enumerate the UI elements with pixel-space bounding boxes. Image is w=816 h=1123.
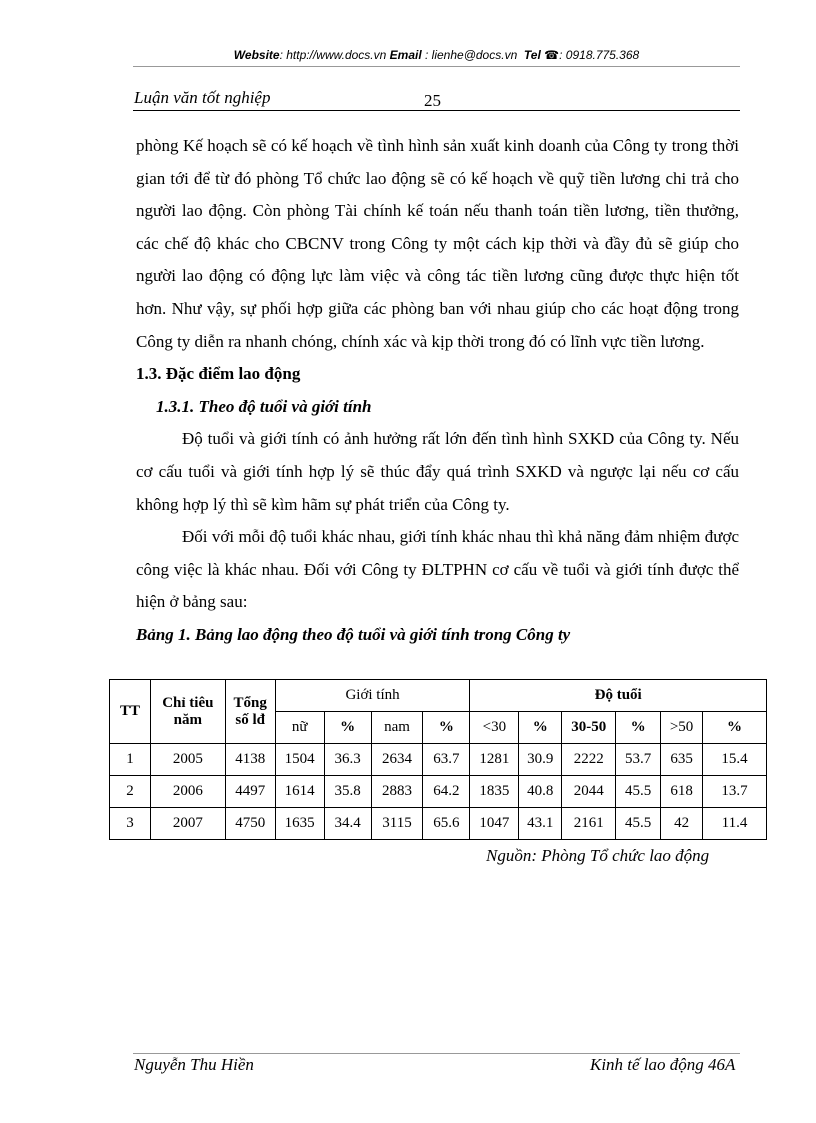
table-cell: 43.1 (519, 808, 562, 840)
table-cell: 2222 (562, 744, 616, 776)
table-cell: 1504 (275, 744, 324, 776)
table-cell: 36.3 (324, 744, 371, 776)
table-row (110, 744, 767, 776)
table-cell: 2007 (150, 808, 225, 840)
table-cell: 2883 (371, 776, 423, 808)
table-cell: 30.9 (519, 744, 562, 776)
sub-nu: nữ (275, 712, 324, 744)
table-row (110, 808, 767, 840)
footer-class: Kinh tế lao động 46A (590, 1055, 736, 1074)
tel-number: : 0918.775.368 (559, 48, 640, 62)
table-cell: 53.7 (616, 744, 661, 776)
website-url[interactable]: : http://www.docs.vn (279, 48, 387, 62)
table-cell: 15.4 (703, 744, 767, 776)
table-cell: 45.5 (616, 776, 661, 808)
email-address[interactable]: : lienhe@docs.vn (421, 48, 518, 62)
table-cell: 2044 (562, 776, 616, 808)
header-gioitinh: Giới tính (275, 680, 470, 712)
table-row (110, 776, 767, 808)
email-label: Email (389, 48, 422, 62)
table-cell: 45.5 (616, 808, 661, 840)
labor-table (109, 679, 767, 840)
sub-pct: % (616, 712, 661, 744)
table-cell: 35.8 (324, 776, 371, 808)
title-divider (133, 110, 740, 111)
header-chitieu: Chỉ tiêu năm (150, 680, 225, 744)
table-cell: 1635 (275, 808, 324, 840)
table-cell: 1614 (275, 776, 324, 808)
running-title: Luận văn tốt nghiệp (134, 88, 271, 107)
table-cell: 618 (661, 776, 703, 808)
header-dotuoi: Độ tuổi (470, 680, 767, 712)
sub-pct: % (703, 712, 767, 744)
table-cell: 64.2 (423, 776, 470, 808)
table-caption: Bảng 1. Bảng lao động theo độ tuổi và giới tính trong Công ty (136, 624, 571, 644)
table-cell: 4497 (225, 776, 275, 808)
table-cell: 13.7 (703, 776, 767, 808)
sub-under30: <30 (470, 712, 519, 744)
header-divider (133, 66, 740, 67)
sub-nam: nam (371, 712, 423, 744)
table-cell: 3115 (371, 808, 423, 840)
table-cell: 1835 (470, 776, 519, 808)
table-cell: 635 (661, 744, 703, 776)
header-tong: Tổng số lđ (225, 680, 275, 744)
phone-icon: ☎ (544, 48, 560, 62)
sub-over50: >50 (661, 712, 703, 744)
table-cell: 2634 (371, 744, 423, 776)
table-cell: 4750 (225, 808, 275, 840)
paragraph-3: Đối với mỗi độ tuổi khác nhau, giới tính khác nhau thì khả năng đảm nhiệm được công việc là khác nhau. Đối với Công ty ĐLTPHN cơ cấu về tuổi và giới tính được thể hiện ở bảng sau: (136, 527, 739, 612)
table-cell: 40.8 (519, 776, 562, 808)
subsection-heading: 1.3.1. Theo độ tuổi và giới tính (156, 396, 372, 416)
paragraph-1: phòng Kế hoạch sẽ có kế hoạch về tình hình sản xuất kinh doanh của Công ty trong thời gian tới để từ đó phòng Tổ chức lao động sẽ có kế hoạch về quỹ tiền lương chi trả cho người lao động. Còn phòng Tài chính kế toán nếu thanh toán tiền lương, tiền thưởng, các chế độ khác cho CBCNV trong Công ty một cách kịp thời và đầy đủ sẽ giúp cho người lao động có động lực làm việc và công tác tiền lương cũng được thực hiện tốt hơn. Như vậy, sự phối hợp giữa các phòng ban với nhau giúp cho các hoạt động trong Công ty diễn ra nhanh chóng, chính xác và kịp thời trong đó có lĩnh vực tiền lương. (136, 136, 739, 351)
paragraph-2: Độ tuổi và giới tính có ảnh hưởng rất lớn đến tình hình SXKD của Công ty. Nếu cơ cấu tuổi và giới tính hợp lý sẽ thúc đẩy quá trình SXKD và ngược lại nếu cơ cấu không hợp lý thì sẽ kìm hãm sự phát triển của Công ty. (136, 429, 739, 514)
section-heading: 1.3. Đặc điểm lao động (136, 364, 301, 384)
website-header (133, 48, 740, 62)
table-cell: 2006 (150, 776, 225, 808)
sub-pct: % (519, 712, 562, 744)
table-cell: 1281 (470, 744, 519, 776)
sub-pct: % (324, 712, 371, 744)
table-cell: 11.4 (703, 808, 767, 840)
header-tt: TT (110, 680, 151, 744)
table-cell: 2005 (150, 744, 225, 776)
table-cell: 4138 (225, 744, 275, 776)
table-cell: 1047 (470, 808, 519, 840)
table-cell: 2161 (562, 808, 616, 840)
sub-pct: % (423, 712, 470, 744)
table-cell: 3 (110, 808, 151, 840)
table-cell: 1 (110, 744, 151, 776)
footer-author: Nguyễn Thu Hiền (134, 1055, 254, 1074)
table-cell: 42 (661, 808, 703, 840)
table-header-row (110, 680, 767, 712)
body-text (136, 130, 739, 652)
table-cell: 65.6 (423, 808, 470, 840)
table-cell: 34.4 (324, 808, 371, 840)
page-number: 25 (424, 91, 441, 110)
website-label: Website (233, 48, 280, 62)
table-cell: 63.7 (423, 744, 470, 776)
tel-label: Tel (523, 48, 541, 62)
table-cell: 2 (110, 776, 151, 808)
table-source: Nguồn: Phòng Tổ chức lao động (486, 846, 710, 865)
sub-30-50: 30-50 (562, 712, 616, 744)
footer-divider (133, 1053, 740, 1054)
